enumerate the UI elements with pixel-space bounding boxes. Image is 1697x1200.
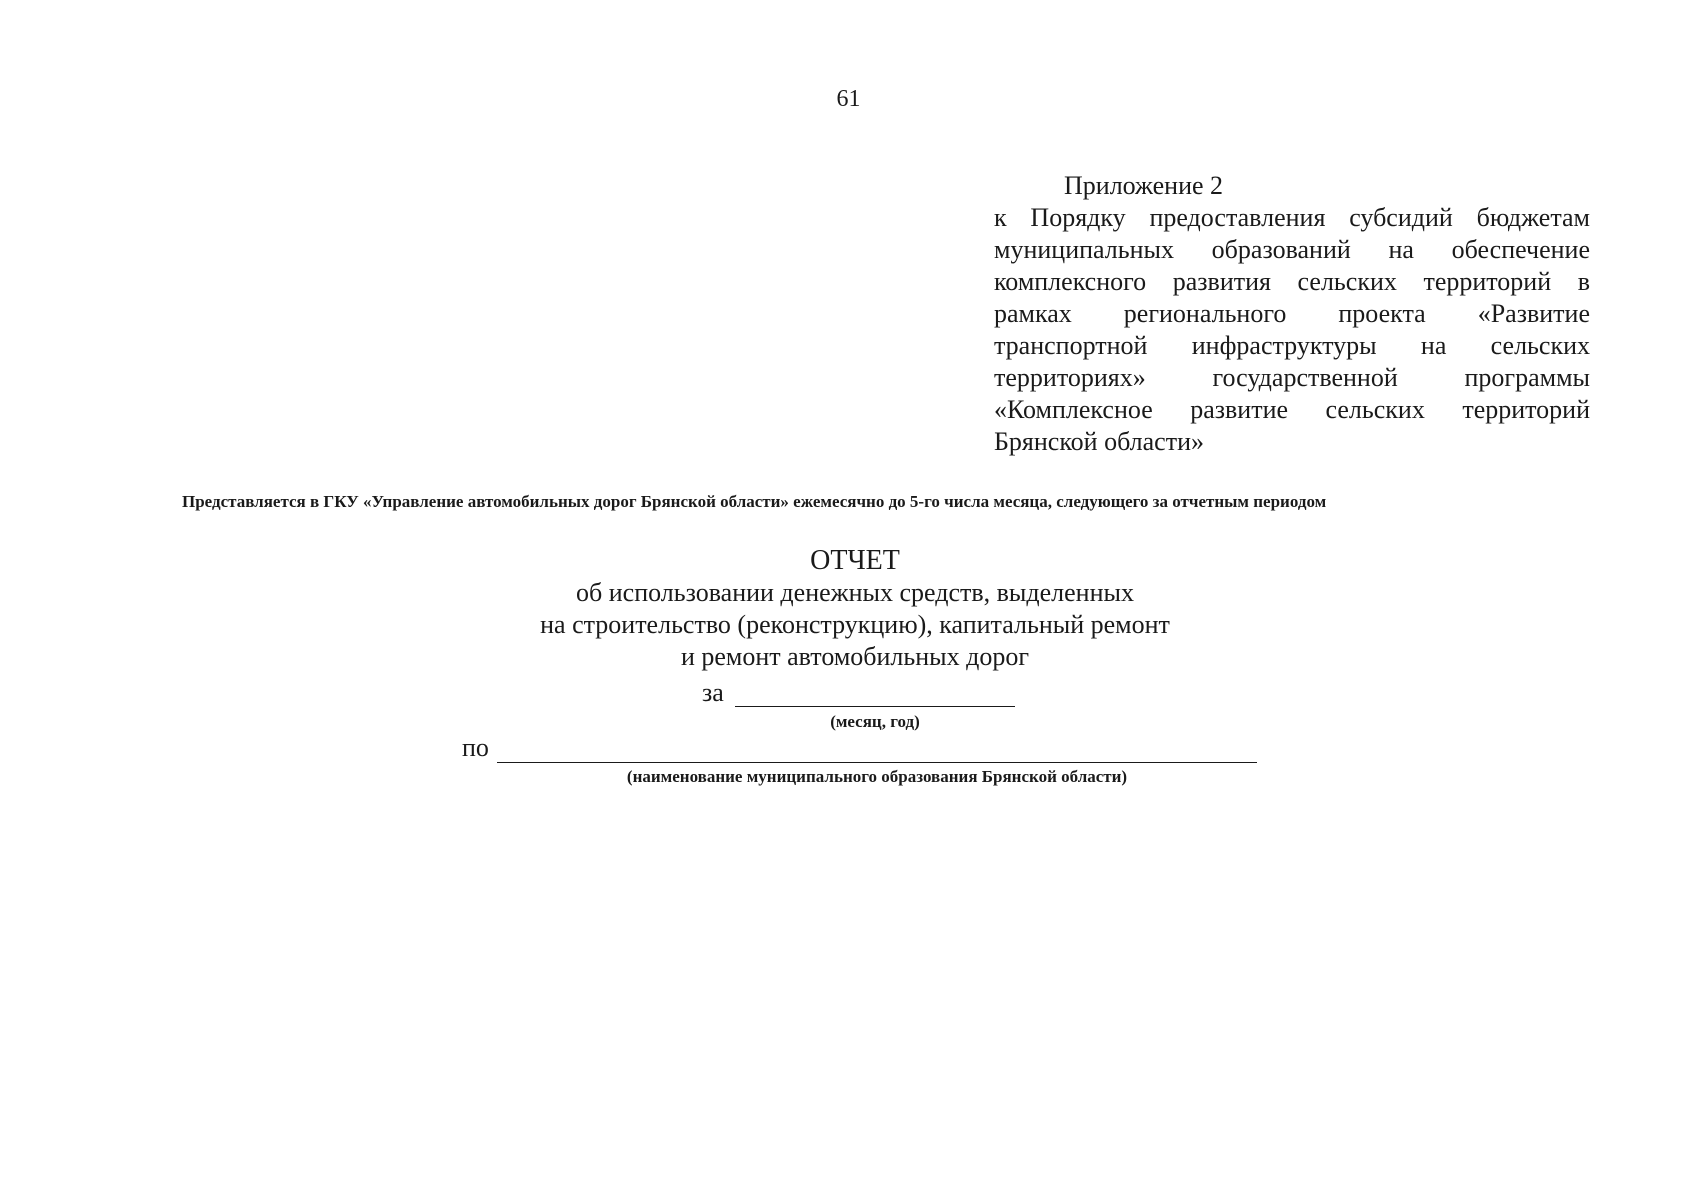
appendix-title: Приложение 2 — [1064, 171, 1224, 200]
page-number: 61 — [836, 86, 861, 112]
submission-note: Представляется в ГКУ «Управление автомобильных дорог Брянской области» ежемесячно до 5-го числа месяца, следующего за отчетным периодом — [182, 492, 1327, 511]
report-title: ОТЧЕТ — [810, 545, 900, 576]
appendix-text: к Порядку предоставления субсидий бюджетам муниципальных образований на обеспечение комплексного развития сельских территорий в рамках регионального проекта «Развитие транспортной инфраструктуры на сельских территориях» государственной программы «Комплексное развитие сельских территорий Брянской области» — [994, 203, 1590, 456]
report-subtitle-line-2: на строительство (реконструкцию), капитальный ремонт — [540, 610, 1170, 639]
report-subtitle-line-1: об использовании денежных средств, выделенных — [576, 578, 1134, 607]
municipality-hint: (наименование муниципального образования Брянской области) — [626, 767, 1128, 786]
municipality-blank-field[interactable] — [497, 762, 1257, 763]
period-hint: (месяц, год) — [830, 712, 920, 731]
report-subtitle-line-3: и ремонт автомобильных дорог — [680, 642, 1030, 671]
period-blank-field[interactable] — [735, 706, 1015, 707]
report-heading — [0, 545, 1697, 673]
appendix-block — [994, 170, 1590, 458]
period-label: за — [702, 678, 724, 707]
municipality-label: по — [462, 733, 489, 762]
